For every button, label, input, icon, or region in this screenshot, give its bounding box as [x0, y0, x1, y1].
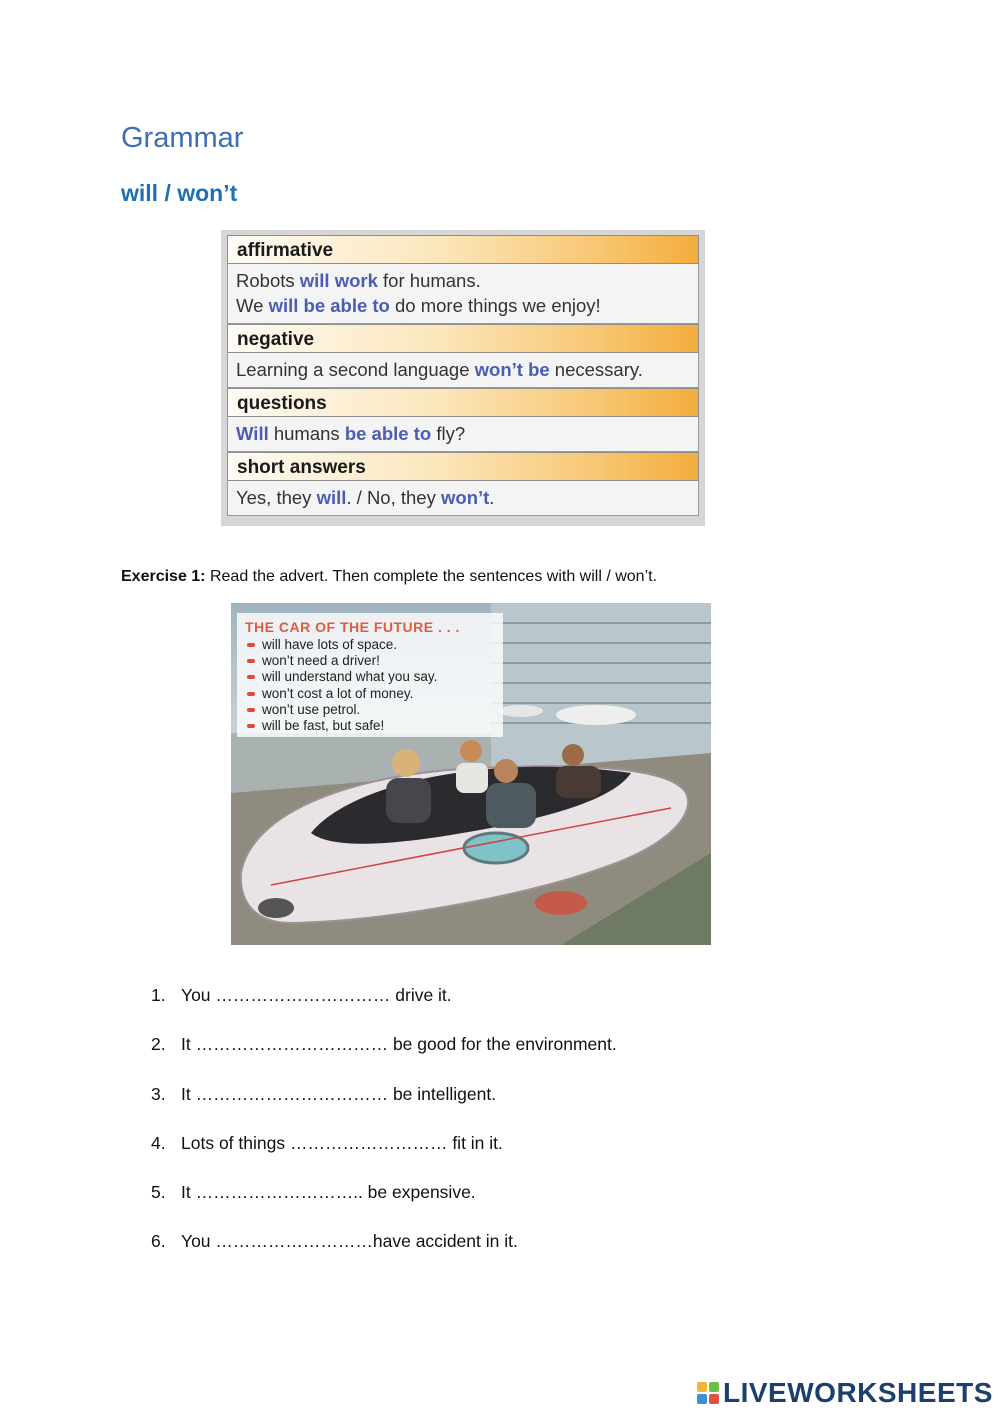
question-number: 1. [151, 985, 166, 1005]
question-item[interactable] [151, 1033, 617, 1082]
advert-item: will understand what you say. [245, 669, 495, 685]
question-item[interactable] [151, 984, 617, 1033]
logo-square [709, 1382, 719, 1392]
questions-example: Will humans be able to fly? [227, 417, 699, 452]
liveworksheets-logo[interactable] [697, 1378, 993, 1408]
advert-title: THE CAR OF THE FUTURE . . . [245, 619, 460, 635]
advert-image [231, 603, 711, 945]
question-item[interactable] [151, 1181, 617, 1230]
logo-square [697, 1394, 707, 1404]
affirmative-example-1: Robots will work for humans. [236, 270, 481, 291]
advert-item: won’t need a driver! [245, 653, 495, 669]
question-text[interactable]: You ………………………have accident in it. [181, 1231, 518, 1252]
logo-icon [697, 1382, 719, 1404]
exercise-instruction: Exercise 1: Read the advert. Then complete the sentences with will / won’t. [121, 568, 658, 585]
affirmative-header: affirmative [227, 235, 699, 264]
question-number: 5. [151, 1182, 166, 1203]
question-item[interactable] [151, 1083, 617, 1132]
advert-item: won’t use petrol. [245, 702, 495, 718]
grammar-table [221, 230, 705, 526]
advert-item: will have lots of space. [245, 637, 495, 653]
advert-item: will be fast, but safe! [245, 718, 495, 734]
negative-example: Learning a second language won’t be necessary. [227, 353, 699, 388]
advert-item: won’t cost a lot of money. [245, 686, 495, 702]
advert-list [245, 637, 495, 734]
question-text[interactable]: It …………………………… be good for the environment. [181, 1034, 617, 1055]
page-title: Grammar [121, 122, 244, 154]
question-text[interactable]: You ………………………… drive it. [181, 985, 452, 1005]
exercise-label: Exercise 1: [121, 568, 206, 585]
question-item[interactable] [151, 1132, 617, 1181]
negative-header: negative [227, 324, 699, 353]
question-number: 3. [151, 1083, 166, 1104]
affirmative-example-2: We will be able to do more things we enjoy! [236, 295, 601, 316]
advert-text-box [237, 613, 503, 737]
logo-text: LIVEWORKSHEETS [723, 1377, 993, 1408]
logo-square [697, 1382, 707, 1392]
short-answers-header: short answers [227, 452, 699, 481]
short-answers-example: Yes, they will. / No, they won’t. [227, 481, 699, 516]
question-number: 4. [151, 1132, 166, 1153]
questions-header: questions [227, 388, 699, 417]
question-text[interactable]: It ……………………….. be expensive. [181, 1182, 476, 1203]
question-number: 2. [151, 1034, 166, 1055]
page-subtitle: will / won’t [121, 180, 238, 206]
question-list [151, 984, 617, 1280]
logo-square [709, 1394, 719, 1404]
affirmative-examples [227, 264, 699, 324]
question-text[interactable]: Lots of things ……………………… fit in it. [181, 1132, 503, 1153]
question-number: 6. [151, 1231, 166, 1252]
question-text[interactable]: It …………………………… be intelligent. [181, 1083, 497, 1104]
question-item[interactable] [151, 1230, 617, 1279]
